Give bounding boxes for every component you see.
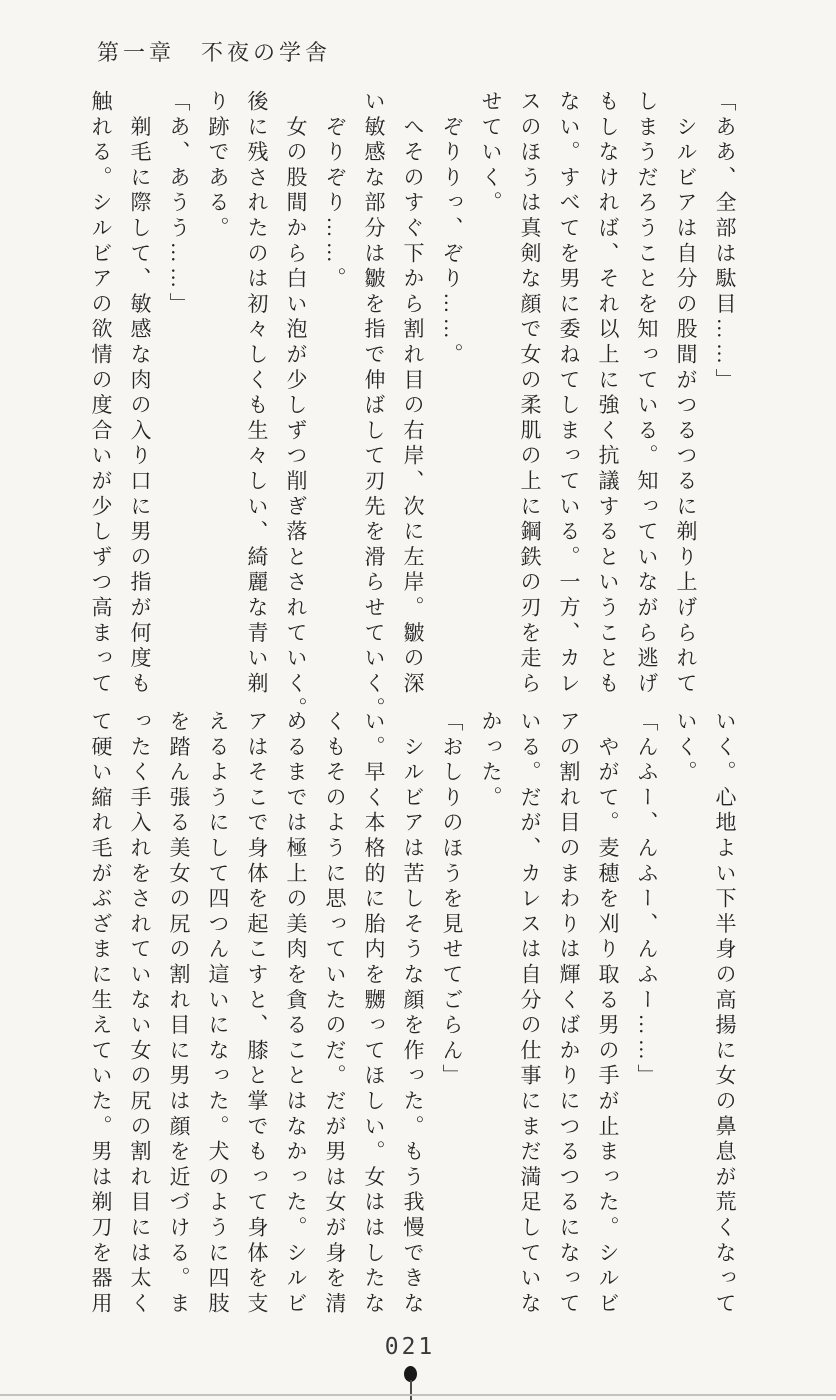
text-column: 「ああ、全部は駄目……」 — [713, 90, 737, 394]
text-column: り跡である。 — [206, 90, 230, 242]
text-column: 女の股間から白い泡が少しずつ削ぎ落とされていく。 — [284, 90, 308, 723]
text-column: 「おしりのほうを見せてごらん」 — [440, 710, 464, 1090]
text-column: えるようにして四つん這いになった。犬のように四肢 — [206, 710, 230, 1318]
top-text-block — [78, 90, 744, 723]
text-column: ぞりりっ、ぞり……。 — [440, 90, 464, 369]
footer-pin-line — [410, 1380, 412, 1400]
text-column: ない。すべてを男に委ねてしまっている。一方、カレ — [557, 90, 581, 698]
text-column: を踏ん張る美女の尻の割れ目に男は顔を近づける。ま — [167, 710, 191, 1318]
text-column: ぞりぞり……。 — [323, 90, 347, 293]
text-column: 触れる。シルビアの欲情の度合いが少しずつ高まって — [89, 90, 113, 698]
text-column: 後に残されたのは初々しくも生々しい、綺麗な青い剃 — [245, 90, 269, 698]
text-column: いく。 — [674, 710, 698, 786]
bottom-text-block — [78, 710, 744, 1324]
text-column: 「あ、あうう……」 — [167, 90, 191, 318]
text-column: 剃毛に際して、敏感な肉の入り口に男の指が何度も — [128, 90, 152, 698]
text-column: い敏感な部分は皺を指で伸ばして刃先を滑らせていく。 — [362, 90, 386, 723]
text-column: かった。 — [479, 710, 503, 812]
text-column: て硬い縮れ毛がぶざまに生えていた。男は剃刀を器用 — [89, 710, 113, 1318]
text-column: アはそこで身体を起こすと、膝と掌でもって身体を支 — [245, 710, 269, 1318]
page-number: 021 — [384, 1334, 436, 1360]
text-column: スのほうは真剣な顔で女の柔肌の上に鋼鉄の刃を走ら — [518, 90, 542, 698]
text-column: ったく手入れをされていない女の尻の割れ目には太く — [128, 710, 152, 1318]
text-column: 「んふー、んふー、んふー……」 — [635, 710, 659, 1090]
text-column: へそのすぐ下から割れ目の右岸、次に左岸。皺の深 — [401, 90, 425, 698]
text-column: いる。だが、カレスは自分の仕事にまだ満足していな — [518, 710, 542, 1318]
page-edge-shadow — [0, 1394, 836, 1396]
text-column: やがて。麦穂を刈り取る男の手が止まった。シルビ — [596, 710, 620, 1318]
text-column: いく。心地よい下半身の高揚に女の鼻息が荒くなって — [713, 710, 737, 1318]
text-column: めるまでは極上の美肉を貪ることはなかった。シルビ — [284, 710, 308, 1318]
text-column: せていく。 — [479, 90, 503, 217]
text-column: しまうだろうことを知っている。知っていながら逃げ — [635, 90, 659, 698]
text-column: もしなければ、それ以上に強く抗議するということも — [596, 90, 620, 698]
chapter-header: 第一章 不夜の学舎 — [97, 40, 332, 65]
text-column: い。早く本格的に胎内を嬲ってほしい。女ははしたな — [362, 710, 386, 1318]
text-column: くもそのように思っていたのだ。だが男は女が身を清 — [323, 710, 347, 1318]
text-column: シルビアは自分の股間がつるつるに剃り上げられて — [674, 90, 698, 698]
text-column: シルビアは苦しそうな顔を作った。もう我慢できな — [401, 710, 425, 1318]
text-column: アの割れ目のまわりは輝くばかりにつるつるになって — [557, 710, 581, 1318]
